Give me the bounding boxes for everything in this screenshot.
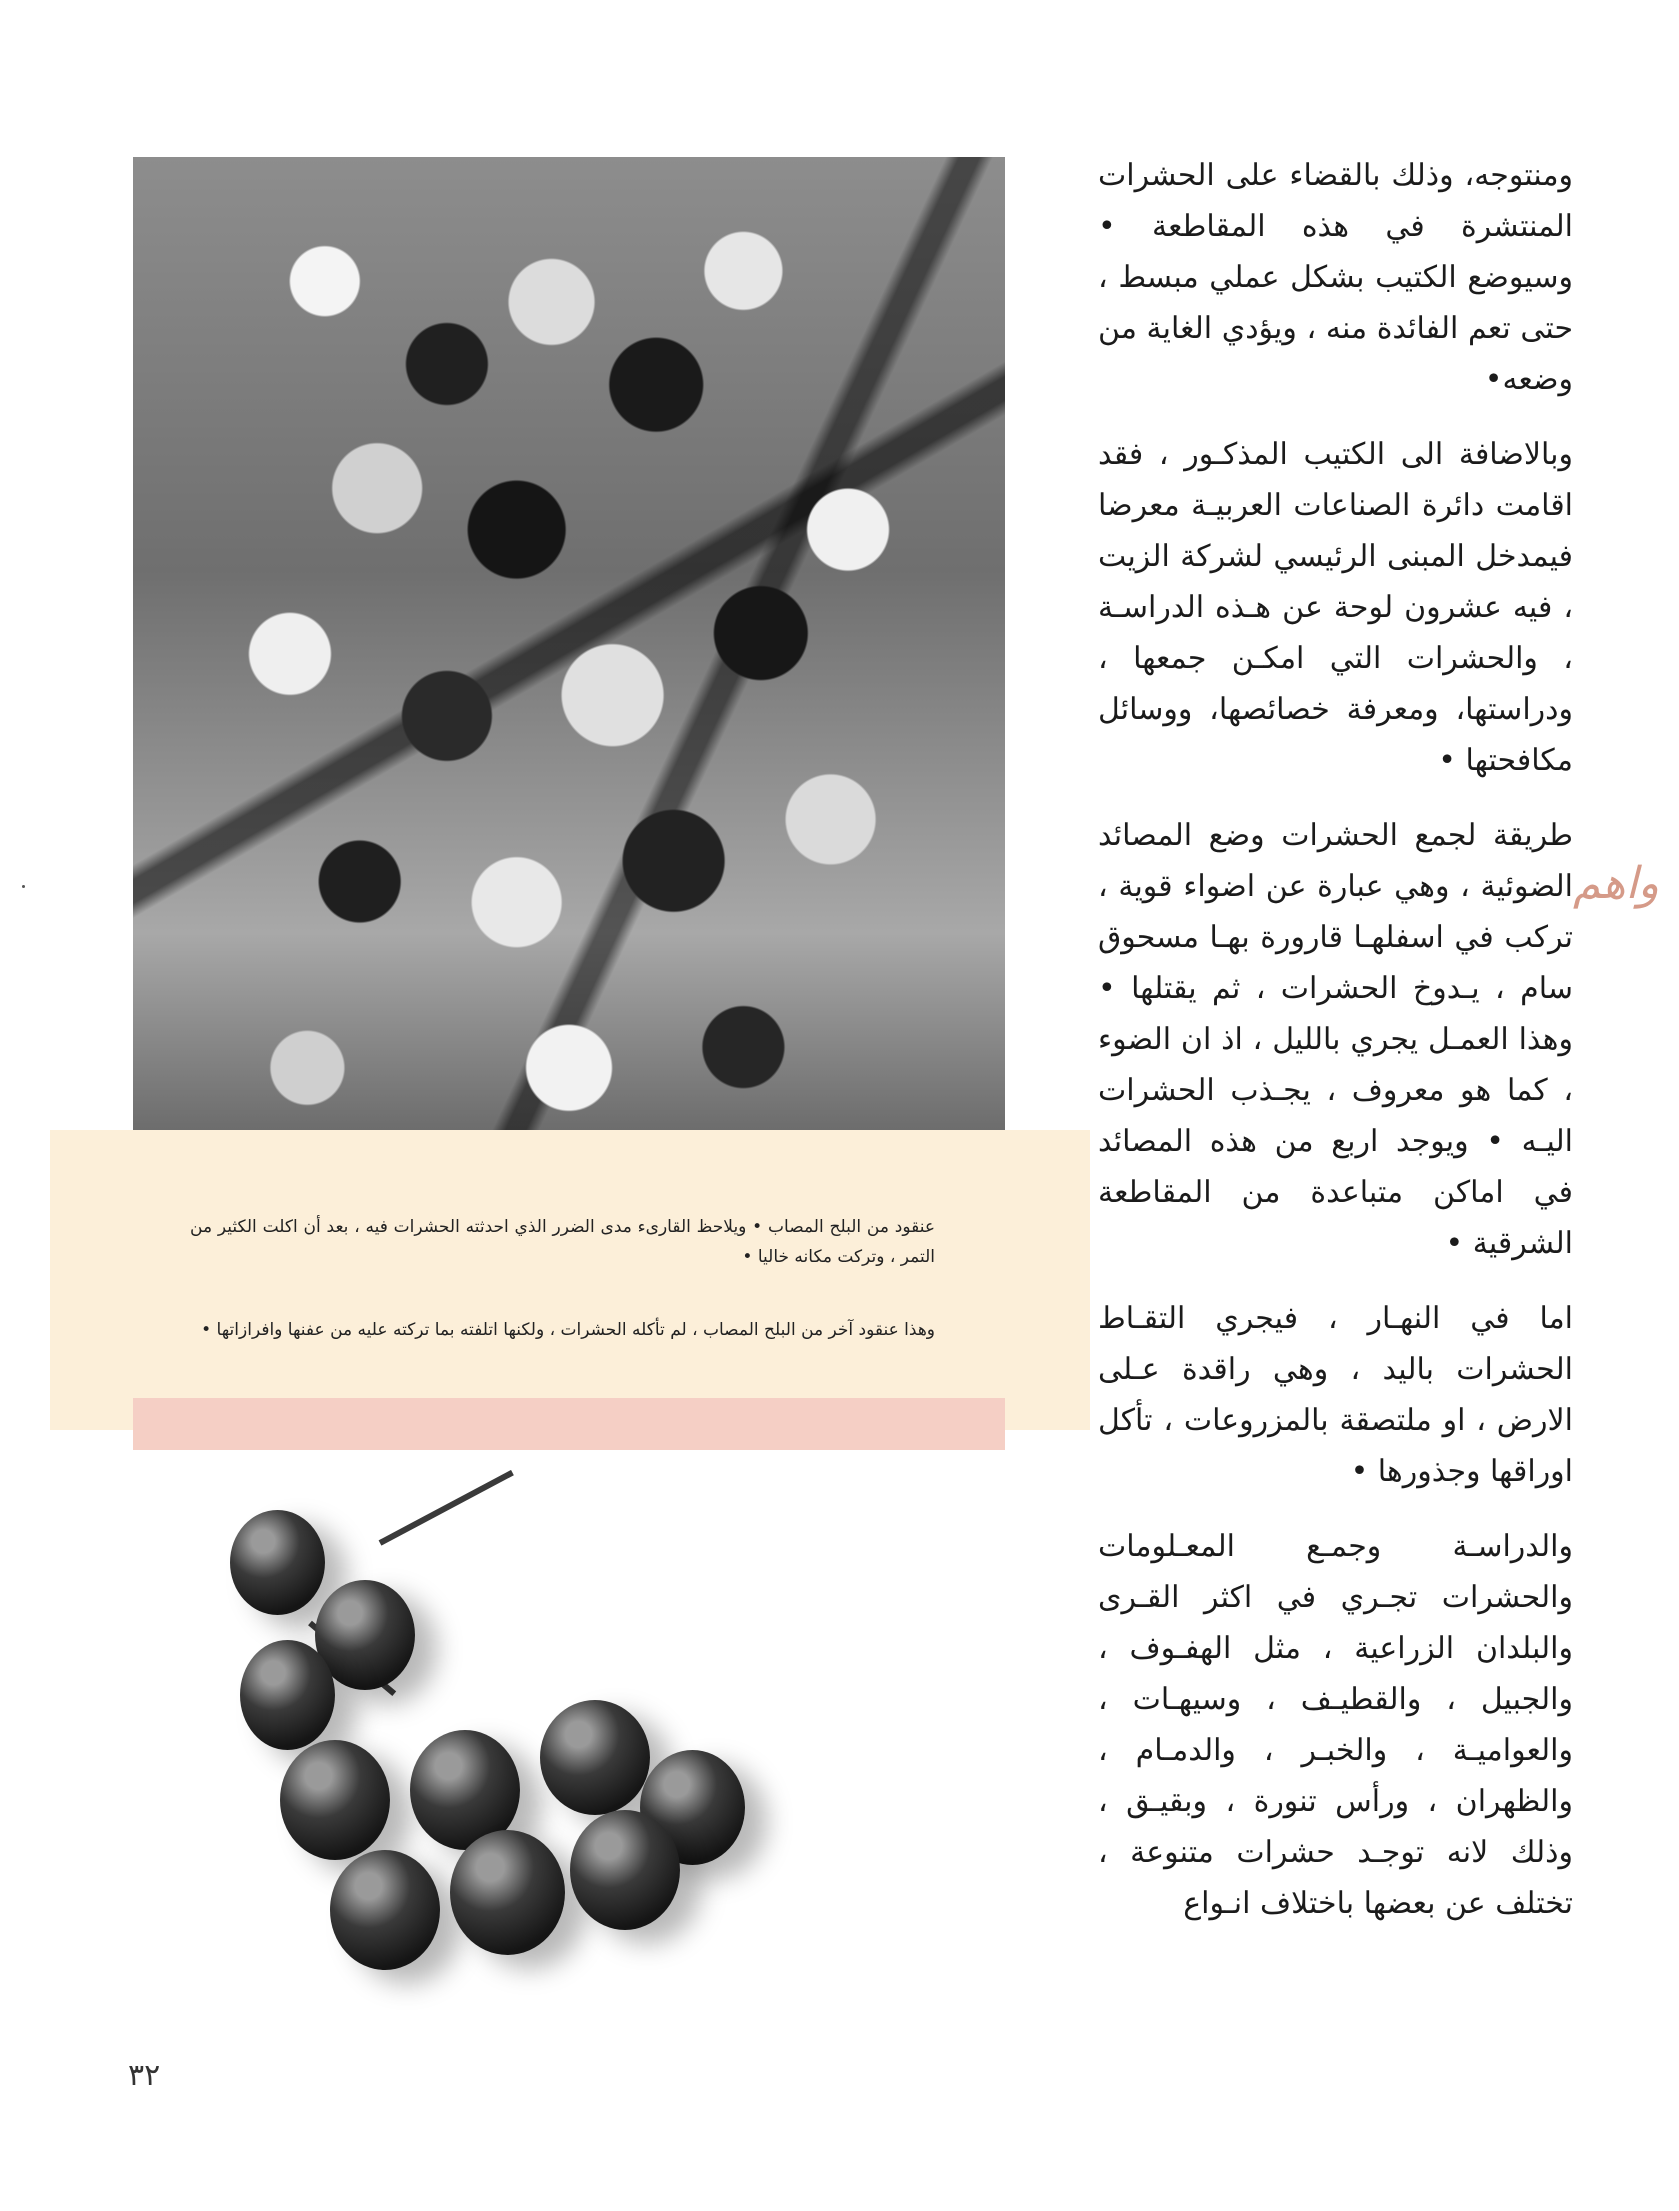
- date-fruit: [230, 1510, 325, 1615]
- date-fruit: [450, 1830, 565, 1955]
- stray-dot: [22, 885, 25, 888]
- date-stem: [379, 1470, 514, 1546]
- decorative-band: [133, 1398, 1005, 1450]
- caption-band: [50, 1130, 1090, 1430]
- paragraph: اما في النهـار ، فيجري التقـاط الحشرات باليد ، وهي راقدة عـلى الارض ، او ملتصقة بالمزروعات ، تأكل اوراقها وجذورها •: [1098, 1301, 1573, 1489]
- date-fruit: [540, 1700, 650, 1815]
- lead-word: واهم: [1573, 858, 1659, 909]
- date-fruit: [240, 1640, 335, 1750]
- caption-bottom: وهذا عنقود آخر من البلح المصاب ، لم تأكله الحشرات ، ولكنها اتلفته بما تركته عليه من عفنها وافرازاتها •: [201, 1320, 935, 1340]
- date-fruit: [570, 1810, 680, 1930]
- paragraph-text: طريقة لجمع الحشرات وضع المصائد الضوئية ، وهي عبارة عن اضواء قوية ، تركب في اسفلهـا قارورة بهـا مسحوق سام ، يـدوخ الحشرات ، ثم يقتلها • وهذا العمـل يجري بالليل ، اذ ان الضوء ، كما هو معروف ، يجـذب الحشرات اليـه • ويوجد اربع من هذه المصائد في اماكن متباعدة من المقاطعة الشرقية •: [1098, 818, 1573, 1261]
- caption-top: عنقود من البلح المصاب • ويلاحظ القارىء مدى الضرر الذي احدثته الحشرات فيه ، بعد أن اكلت الكثير من التمر ، وتركت مكانه خاليا •: [190, 1217, 935, 1267]
- paragraph: ومنتوجه، وذلك بالقضاء على الحشرات المنتشرة في هذه المقاطعة • وسيوضع الكتيب بشكل عملي مبسط ، حتى تعم الفائدة منه ، ويؤدي الغاية من وضعه•: [1098, 158, 1573, 397]
- page-number: ٣٢: [128, 2058, 161, 2093]
- date-fruit: [280, 1740, 390, 1860]
- date-fruit: [330, 1850, 440, 1970]
- photo-spoiled-date-cluster: [220, 1470, 980, 2070]
- paragraph: وبالاضافة الى الكتيب المذكـور ، فقد اقامت دائرة الصناعات العربيـة معرضا فيمدخل المبنى الرئيسي لشركة الزيت ، فيه عشرون لوحة عن هـذه الدراسـة ، والحشرات التي امكـن جمعها ، ودراستها، ومعرفة خصائصها، ووسائل مكافحتها •: [1098, 437, 1573, 778]
- photo-infested-date-cluster: [133, 157, 1005, 1192]
- paragraph: والدراسـة وجمـع المعـلومات والحشرات تجـري في اكثر القـرى والبلدان الزراعية ، مثل الهفـوف ، والجبيل ، والقطيـف ، وسيهـات ، والعواميـة ، والخبـر ، والدمـام ، والظهران ، ورأس تنورة ، وبقيـق ، وذلك لانه توجـد حشرات متنوعة ، تختلف عن بعضها باختلاف انـواع: [1098, 1529, 1573, 1921]
- article-body: [1098, 150, 1659, 1953]
- paragraph-with-lead: [1098, 810, 1659, 1269]
